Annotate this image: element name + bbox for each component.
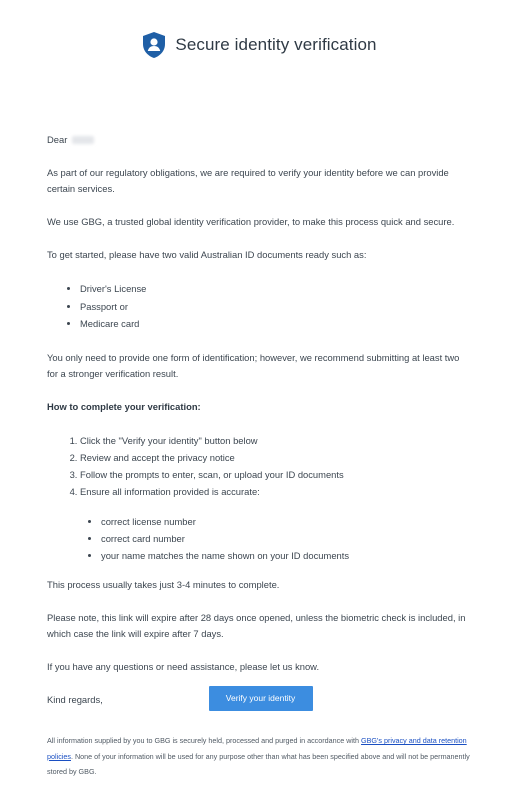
salutation: Dear — [47, 134, 68, 145]
accuracy-checklist — [47, 513, 471, 565]
email-body — [47, 132, 471, 725]
duration-paragraph: This process usually takes just 3-4 minutes to complete. — [47, 578, 280, 590]
steps-list — [47, 432, 471, 501]
list-item: 2. Review and accept the privacy notice — [80, 449, 471, 466]
assistance-paragraph: If you have any questions or need assistance, please let us know. — [47, 660, 320, 672]
list-item: • correct card number — [101, 530, 471, 547]
list-item: • your name matches the name shown on your ID documents — [101, 547, 471, 564]
email-header — [0, 31, 518, 59]
verify-identity-button[interactable]: Verify your identity — [209, 686, 313, 711]
page-title: Secure identity verification — [175, 35, 377, 54]
documents-intro: To get started, please have two valid Australian ID documents ready such as: — [47, 249, 367, 260]
list-item: • correct license number — [101, 513, 471, 530]
recommendation-paragraph: You only need to provide one form of identification; however, we recommend submitting at least two for a stronger verification result. — [47, 351, 460, 379]
list-item: • Passport or — [80, 298, 471, 316]
list-item: 1. Click the "Verify your identity" button below — [80, 432, 471, 449]
footer-text-end: . None of your information will be used for any purpose other than what has been specified above and will not be permanently stored by GBG. — [47, 751, 470, 776]
howto-heading: How to complete your verification: — [47, 400, 201, 412]
button-container — [0, 686, 518, 711]
list-item: 3. Follow the prompts to enter, scan, or upload your ID documents — [80, 466, 471, 483]
provider-paragraph: We use GBG, a trusted global identity verification provider, to make this process quick and secure. — [47, 216, 455, 227]
footer-disclaimer — [47, 733, 471, 780]
greeting — [47, 132, 471, 148]
intro-paragraph: As part of our regulatory obligations, we are required to verify your identity before we can provide certain services. — [47, 167, 449, 194]
list-item: 4. Ensure all information provided is accurate: — [80, 483, 471, 500]
expiry-paragraph: Please note, this link will expire after 28 days once opened, unless the biometric check is included, in which case the link will expire after 7 days. — [47, 611, 466, 639]
signoff: Kind regards, — [47, 693, 103, 705]
list-item: • Driver's License — [80, 280, 471, 298]
privacy-policy-link[interactable]: GBG's privacy and data retention policies — [47, 736, 467, 761]
shield-user-icon — [141, 31, 167, 59]
redacted-recipient-name — [72, 136, 94, 144]
list-item: • Medicare card — [80, 315, 471, 333]
footer-text-start: All information supplied by you to GBG is securely held, processed and purged in accordance with — [47, 736, 362, 745]
documents-list — [47, 280, 471, 333]
